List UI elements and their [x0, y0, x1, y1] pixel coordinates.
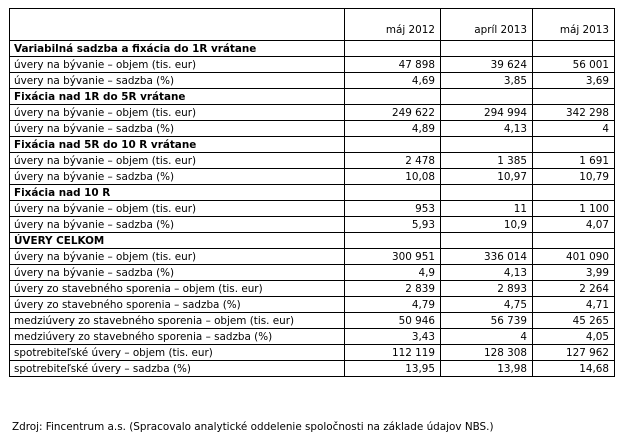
table-row [10, 265, 615, 281]
row-label: úvery zo stavebného sporenia – objem (tis. eur) [10, 281, 345, 297]
value-cell: 4,05 [533, 329, 615, 345]
table-row [10, 105, 615, 121]
value-cell: 4,75 [441, 297, 533, 313]
table-row [10, 153, 615, 169]
header-cell-label [10, 9, 345, 41]
header-cell-april-2013: apríl 2013 [441, 9, 533, 41]
value-cell: 45 265 [533, 313, 615, 329]
row-label: úvery na bývanie – objem (tis. eur) [10, 153, 345, 169]
value-cell: 10,9 [441, 217, 533, 233]
value-cell [345, 89, 441, 105]
value-cell: 4 [441, 329, 533, 345]
value-cell: 4,9 [345, 265, 441, 281]
value-cell: 2 478 [345, 153, 441, 169]
row-label: úvery zo stavebného sporenia – sadzba (%) [10, 297, 345, 313]
value-cell [533, 41, 615, 57]
table-row [10, 217, 615, 233]
value-cell: 1 691 [533, 153, 615, 169]
value-cell: 336 014 [441, 249, 533, 265]
value-cell: 3,85 [441, 73, 533, 89]
value-cell: 953 [345, 201, 441, 217]
value-cell [441, 137, 533, 153]
value-cell: 1 385 [441, 153, 533, 169]
value-cell: 4,13 [441, 121, 533, 137]
value-cell: 3,69 [533, 73, 615, 89]
table-row [10, 121, 615, 137]
table-row [10, 313, 615, 329]
value-cell: 112 119 [345, 345, 441, 361]
row-label: úvery na bývanie – objem (tis. eur) [10, 201, 345, 217]
value-cell: 3,99 [533, 265, 615, 281]
value-cell: 10,79 [533, 169, 615, 185]
value-cell: 10,08 [345, 169, 441, 185]
value-cell: 47 898 [345, 57, 441, 73]
section-title: Variabilná sadzba a fixácia do 1R vrátane [10, 41, 345, 57]
value-cell: 2 264 [533, 281, 615, 297]
table-header-row [10, 9, 615, 41]
value-cell: 294 994 [441, 105, 533, 121]
value-cell: 4,69 [345, 73, 441, 89]
row-label: medziúvery zo stavebného sporenia – sadzba (%) [10, 329, 345, 345]
row-label: úvery na bývanie – sadzba (%) [10, 121, 345, 137]
section-title: Fixácia nad 10 R [10, 185, 345, 201]
section-header-row [10, 89, 615, 105]
value-cell: 4,71 [533, 297, 615, 313]
row-label: úvery na bývanie – objem (tis. eur) [10, 57, 345, 73]
value-cell: 4,89 [345, 121, 441, 137]
table-row [10, 73, 615, 89]
header-cell-may-2013: máj 2013 [533, 9, 615, 41]
value-cell [533, 137, 615, 153]
table-row [10, 361, 615, 377]
value-cell: 249 622 [345, 105, 441, 121]
table-row [10, 169, 615, 185]
value-cell: 13,98 [441, 361, 533, 377]
section-title: Fixácia nad 1R do 5R vrátane [10, 89, 345, 105]
value-cell [345, 41, 441, 57]
value-cell: 128 308 [441, 345, 533, 361]
value-cell: 14,68 [533, 361, 615, 377]
value-cell: 13,95 [345, 361, 441, 377]
value-cell: 4,79 [345, 297, 441, 313]
value-cell [533, 185, 615, 201]
value-cell: 2 839 [345, 281, 441, 297]
value-cell [345, 185, 441, 201]
value-cell: 10,97 [441, 169, 533, 185]
value-cell: 11 [441, 201, 533, 217]
table-row [10, 57, 615, 73]
value-cell [441, 185, 533, 201]
value-cell: 401 090 [533, 249, 615, 265]
section-header-row [10, 41, 615, 57]
value-cell [441, 89, 533, 105]
value-cell [441, 41, 533, 57]
row-label: úvery na bývanie – sadzba (%) [10, 265, 345, 281]
row-label: medziúvery zo stavebného sporenia – objem (tis. eur) [10, 313, 345, 329]
table-row [10, 297, 615, 313]
value-cell: 56 001 [533, 57, 615, 73]
table-body [10, 9, 615, 377]
value-cell: 50 946 [345, 313, 441, 329]
section-title: Fixácia nad 5R do 10 R vrátane [10, 137, 345, 153]
row-label: úvery na bývanie – objem (tis. eur) [10, 249, 345, 265]
row-label: úvery na bývanie – sadzba (%) [10, 169, 345, 185]
value-cell: 4 [533, 121, 615, 137]
table-row [10, 329, 615, 345]
value-cell: 300 951 [345, 249, 441, 265]
source-note: Zdroj: Fincentrum a.s. (Spracovalo analytické oddelenie spoločnosti na základe údajov NBS.) [12, 421, 494, 433]
row-label: spotrebiteľské úvery – sadzba (%) [10, 361, 345, 377]
value-cell: 3,43 [345, 329, 441, 345]
row-label: úvery na bývanie – sadzba (%) [10, 217, 345, 233]
row-label: úvery na bývanie – objem (tis. eur) [10, 105, 345, 121]
value-cell [345, 137, 441, 153]
value-cell: 342 298 [533, 105, 615, 121]
value-cell: 1 100 [533, 201, 615, 217]
table-row [10, 345, 615, 361]
value-cell [533, 233, 615, 249]
table-row [10, 281, 615, 297]
section-header-row [10, 185, 615, 201]
value-cell: 4,13 [441, 265, 533, 281]
table-row [10, 249, 615, 265]
row-label: spotrebiteľské úvery – objem (tis. eur) [10, 345, 345, 361]
value-cell [345, 233, 441, 249]
section-title: ÚVERY CELKOM [10, 233, 345, 249]
loan-rates-table [9, 8, 615, 377]
table-row [10, 201, 615, 217]
value-cell [533, 89, 615, 105]
value-cell: 56 739 [441, 313, 533, 329]
value-cell: 5,93 [345, 217, 441, 233]
row-label: úvery na bývanie – sadzba (%) [10, 73, 345, 89]
value-cell [441, 233, 533, 249]
section-header-row [10, 233, 615, 249]
value-cell: 127 962 [533, 345, 615, 361]
section-header-row [10, 137, 615, 153]
value-cell: 2 893 [441, 281, 533, 297]
header-cell-may-2012: máj 2012 [345, 9, 441, 41]
value-cell: 39 624 [441, 57, 533, 73]
value-cell: 4,07 [533, 217, 615, 233]
